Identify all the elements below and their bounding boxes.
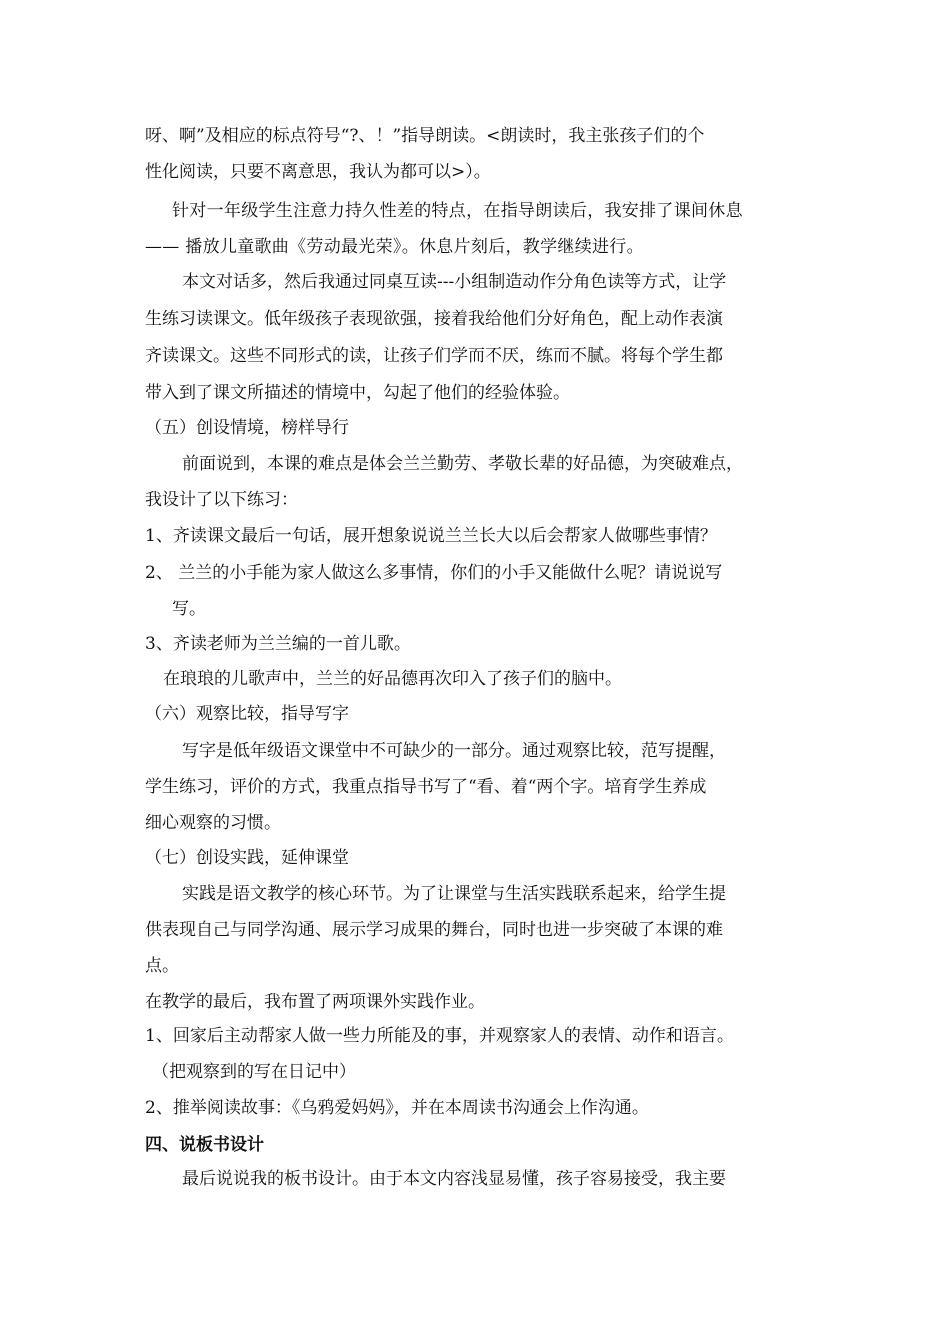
text-line: 学生练习，评价的方式，我重点指导书写了“看、着“两个字。培育学生养成 xyxy=(145,777,707,797)
text-line: 前面说到，本课的难点是体会兰兰勤劳、孝敬长辈的好品德，为突破难点， xyxy=(182,454,743,474)
list-item: 2、 兰兰的小手能为家人做这么多事情，你们的小手又能做什么呢？请说说写 xyxy=(145,563,723,583)
text-line: 点。 xyxy=(145,956,179,976)
chapter-heading: 四、说板书设计 xyxy=(145,1135,264,1155)
section-heading: （五）创设情境，榜样导行 xyxy=(145,418,349,438)
section-heading: （六）观察比较，指导写字 xyxy=(145,704,349,724)
text-line: 细心观察的习惯。 xyxy=(145,813,281,833)
text-line: 性化阅读，只要不离意思，我认为都可以>）。 xyxy=(145,162,491,182)
list-item: 1、齐读课文最后一句话，展开想象说说兰兰长大以后会帮家人做哪些事情？ xyxy=(145,526,717,546)
text-line: 针对一年级学生注意力持久性差的特点，在指导朗读后，我安排了课间休息 xyxy=(172,201,743,221)
text-line: 齐读课文。这些不同形式的读，让孩子们学而不厌，练而不腻。将每个学生都 xyxy=(145,346,723,366)
list-item: 3、齐读老师为兰兰编的一首儿歌。 xyxy=(145,634,411,654)
text-line: —— 播放儿童歌曲《劳动最光荣》。休息片刻后，教学继续进行。 xyxy=(145,237,644,257)
text-line: 在教学的最后，我布置了两项课外实践作业。 xyxy=(145,992,485,1012)
text-line: 实践是语文教学的核心环节。为了让课堂与生活实践联系起来，给学生提 xyxy=(182,884,726,904)
list-item-continuation: （把观察到的写在日记中） xyxy=(152,1062,356,1082)
text-line: 在琅琅的儿歌声中，兰兰的好品德再次印入了孩子们的脑中。 xyxy=(163,669,622,689)
list-item-continuation: 写。 xyxy=(172,599,206,619)
text-line: 写字是低年级语文课堂中不可缺少的一部分。通过观察比较，范写提醒， xyxy=(182,741,726,761)
section-heading: （七）创设实践，延伸课堂 xyxy=(145,848,349,868)
list-item: 2、推举阅读故事：《乌鸦爱妈妈》，并在本周读书沟通会上作沟通。 xyxy=(145,1098,649,1118)
list-item: 1、回家后主动帮家人做一些力所能及的事，并观察家人的表情、动作和语言。 xyxy=(145,1026,734,1046)
text-line: 我设计了以下练习： xyxy=(145,490,298,510)
text-line: 呀、啊”及相应的标点符号“?、！”指导朗读。<朗读时，我主张孩子们的个 xyxy=(145,126,705,146)
text-line: 本文对话多，然后我通过同桌互读---小组制造动作分角色读等方式，让学 xyxy=(182,272,727,292)
text-line: 带入到了课文所描述的情境中，勾起了他们的经验体验。 xyxy=(145,383,570,403)
text-line: 生练习读课文。低年级孩子表现欲强，接着我给他们分好角色，配上动作表演 xyxy=(145,309,723,329)
text-line: 供表现自己与同学沟通、展示学习成果的舞台，同时也进一步突破了本课的难 xyxy=(145,920,723,940)
text-line: 最后说说我的板书设计。由于本文内容浅显易懂，孩子容易接受，我主要 xyxy=(182,1169,726,1189)
